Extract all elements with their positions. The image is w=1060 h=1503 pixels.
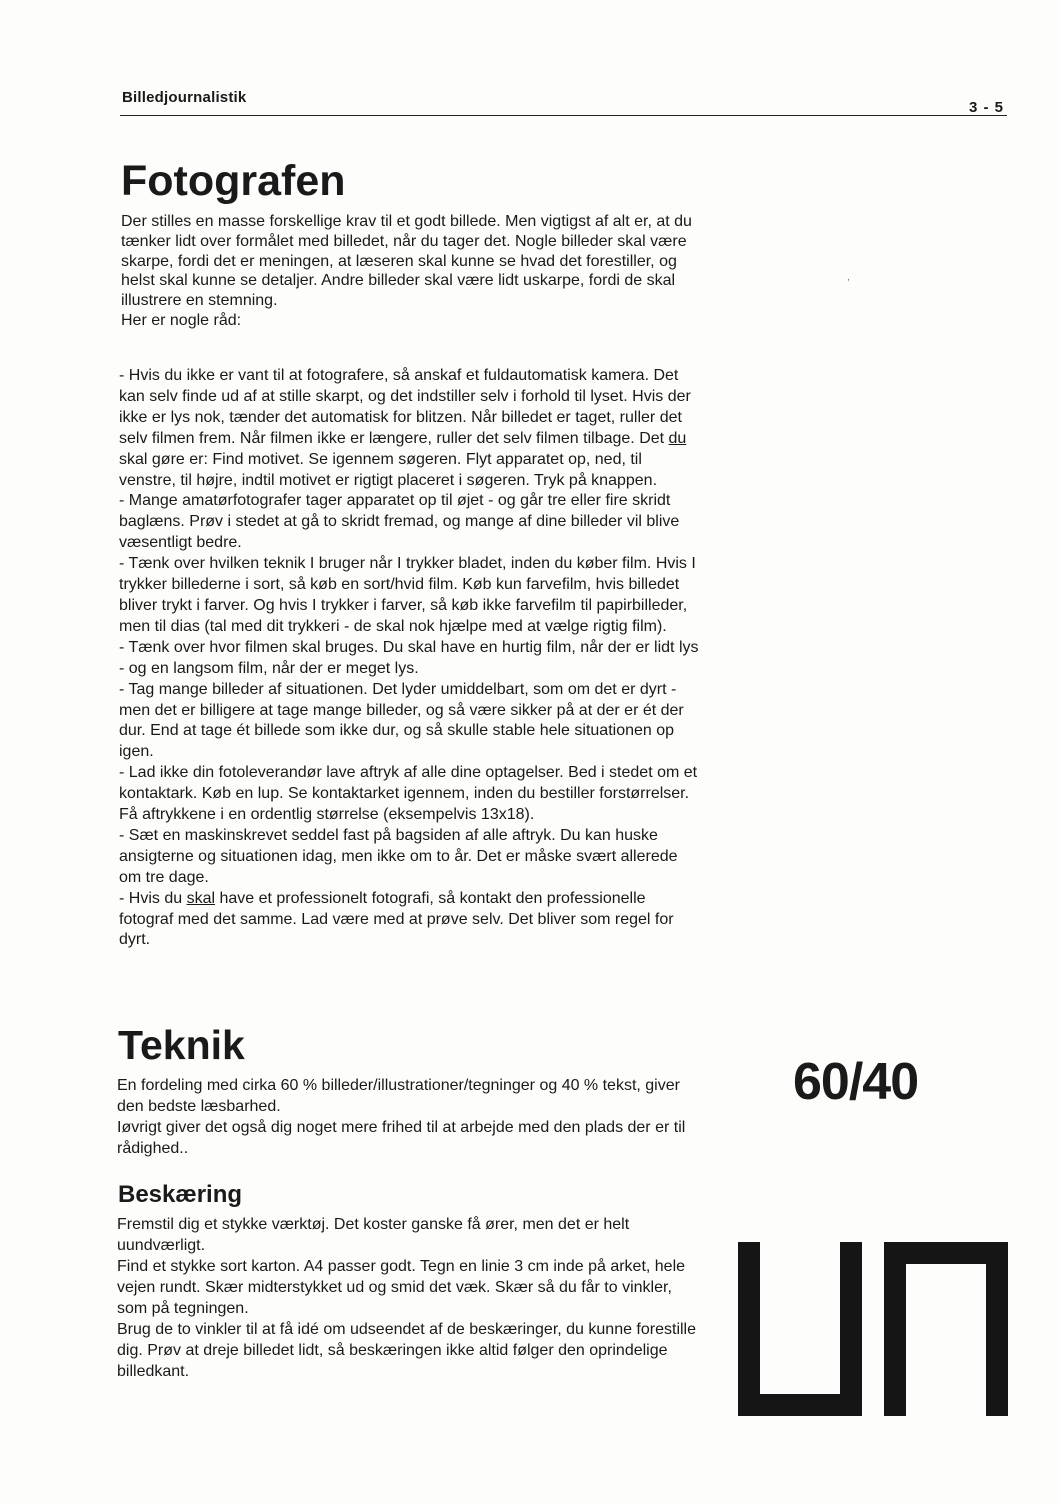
teknik-paragraph: En fordeling med cirka 60 % billeder/illustrationer/tegninger og 40 % tekst, giver den bedste læsbarhed. [117, 1077, 680, 1115]
intro-tail: Her er nogle råd: [121, 311, 242, 329]
section-title-fotografen: Fotografen [121, 157, 346, 205]
teknik-paragraph: Iøvrigt giver det også dig noget mere frihed til at arbejde med den plads der er til rådighed.. [117, 1118, 686, 1157]
tip-item: - Sæt en maskinskrevet seddel fast på bagsiden af alle aftryk. Du kan huske ansigterne og situationen idag, men ikke om to år. Det er måske svært allerede om tre dage. [119, 826, 678, 886]
header-divider [120, 115, 1007, 116]
tip-item: - Lad ikke din fotoleverandør lave aftryk af alle dine optagelser. Bed i stedet om et kontaktark. Køb en lup. Se kontaktarket igennem, inden du bestiller forstørrelser. Få aftrykkene i en ordentlig størrelse (eksempelvis 13x18). [119, 764, 698, 824]
ratio-figure: 60/40 [793, 1053, 919, 1111]
section-title-beskaering: Beskæring [118, 1181, 243, 1208]
beskaering-text [117, 1214, 697, 1382]
tip-item: - Mange amatørfotografer tager apparatet op til øjet - og går tre eller fire skridt baglæns. Prøv i stedet at gå to skridt fremad, og mange af dine billeder vil blive væsentligt bedre. [119, 492, 680, 552]
tips-list [119, 366, 699, 951]
tip-item: - Tænk over hvor filmen skal bruges. Du skal have en hurtig film, når der er lidt lys - og en langsom film, når der er meget lys. [119, 638, 699, 677]
beskaering-paragraph: Brug de to vinkler til at få idé om udseendet af de beskæringer, du kunne forestille dig. Prøv at dreje billedet lidt, så beskæringen ikke altid følger den oprindelige billedkant. [117, 1321, 697, 1380]
crop-angles-illustration [738, 1240, 1010, 1416]
intro-paragraph: Der stilles en masse forskellige krav til et godt billede. Men vigtigst af alt er, at du tænker lidt over formålet med billedet, når du tager det. Nogle billeder skal være skarpe, fordi det er meningen, at læseren skal kunne se hvad det forestiller, og helst skal kunne se detaljer. Andre billeder skal være lidt uskarpe, fordi de skal illustrere en stemning. [121, 213, 692, 310]
intro-paragraph-block [121, 212, 701, 331]
teknik-text [117, 1076, 697, 1160]
tip-item: - Tag mange billeder af situationen. Det lyder umiddelbart, som om det er dyrt - men det er billigere at tage mange billeder, og så være sikker på at der er ét der dur. End at tage ét billede som ikke dur, og så skulle stable hele situationen op igen. [119, 680, 684, 761]
tip-item: - Hvis du skal have et professionelt fotografi, så kontakt den professionelle fotograf med det samme. Lad være med at prøve selv. Det bliver som regel for dyrt. [119, 889, 674, 949]
page-number: 3 - 5 [969, 99, 1005, 116]
running-header-title: Billedjournalistik [122, 89, 247, 106]
tip-item: - Tænk over hvilken teknik I bruger når I trykker bladet, inden du køber film. Hvis I trykker billederne i sort, så køb en sort/hvid film. Køb kun farvefilm, hvis billedet bliver trykt i farver. Og hvis I trykker i farver, så køb ikke farvefilm til papirbilleder, men til dias (tal med dit trykkeri - de skal nok hjælpe med at vælge rigtig film). [119, 555, 696, 635]
beskaering-paragraph: Find et stykke sort karton. A4 passer godt. Tegn en linie 3 cm inde på arket, hele vejen rundt. Skær midterstykket ud og smid det væk. Skær så du får to vinkler, som på tegningen. [117, 1258, 686, 1317]
beskaering-paragraph: Fremstil dig et stykke værktøj. Det koster ganske få ører, men det er helt uundværligt. [117, 1216, 630, 1254]
section-title-teknik: Teknik [118, 1022, 245, 1068]
crop-angle-left [738, 1242, 862, 1416]
tip-item: - Hvis du ikke er vant til at fotografere, så anskaf et fuldautomatisk kamera. Det kan selv finde ud af at stille skarpt, og det indstiller selv i forhold til lyset. Hvis der ikke er lys nok, tænder det automatisk for blitzen. Når billedet er taget, ruller det selv filmen frem. Når filmen ikke er længere, ruller det selv filmen tilbage. Det du skal gøre er: Find motivet. Se igennem søgeren. Flyt apparatet op, ned, til venstre, til højre, indtil motivet er rigtigt placeret i søgeren. Tryk på knappen. [119, 367, 691, 489]
stray-mark: , [847, 272, 850, 283]
crop-angle-right [884, 1242, 1008, 1416]
